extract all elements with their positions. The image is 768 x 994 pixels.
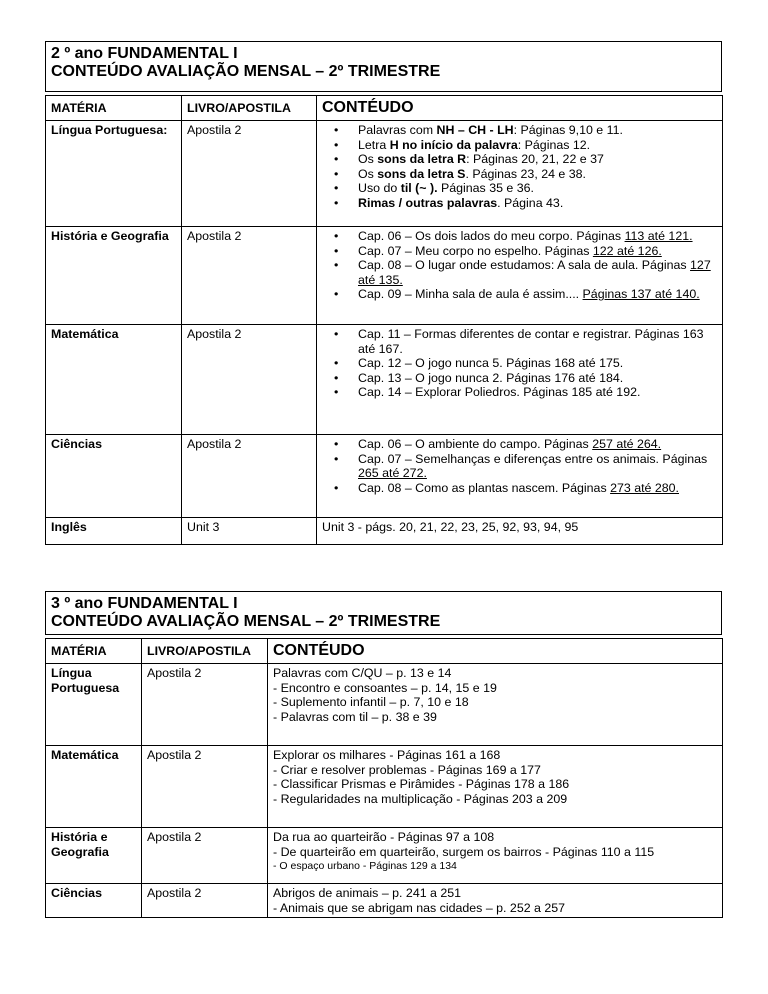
content-line: - Palavras com til – p. 38 e 39 <box>273 709 437 724</box>
book-cell: Unit 3 <box>182 518 317 545</box>
text-run: H no início da palavra <box>389 137 518 152</box>
content-line: Da rua ao quarteirão - Páginas 97 a 108 <box>273 830 495 844</box>
content-lines <box>273 830 717 859</box>
subject-cell: Inglês <box>46 518 182 545</box>
content-line: - Suplemento infantil – p. 7, 10 e 18 <box>273 695 469 709</box>
content-cell <box>317 325 723 435</box>
table-header-row <box>46 96 723 121</box>
content-cell <box>317 435 723 518</box>
text-run: Cap. 14 – Explorar Poliedros. Páginas 185 até 192. <box>358 385 641 399</box>
book-cell: Apostila 2 <box>142 746 268 828</box>
header-materia: MATÉRIA <box>46 639 142 664</box>
book-cell: Apostila 2 <box>142 828 268 884</box>
table-row <box>46 746 723 828</box>
text-run: 122 até 126. <box>592 243 662 258</box>
subject-cell: Ciências <box>46 884 142 918</box>
list-item <box>358 167 717 182</box>
table-row <box>46 325 723 435</box>
list-item <box>358 138 717 153</box>
list-item <box>358 481 717 496</box>
text-run: Rimas / outras palavras <box>358 195 498 210</box>
text-run: Cap. 08 – Como as plantas nascem. Páginas <box>358 480 611 495</box>
content-cell <box>268 746 723 828</box>
content-line: Explorar os milhares - Páginas 161 a 168 <box>273 748 501 762</box>
subject-cell: Matemática <box>46 746 142 828</box>
list-item <box>358 452 717 481</box>
text-run: Cap. 06 – O ambiente do campo. Páginas <box>358 437 593 451</box>
content-line: - Criar e resolver problemas - Páginas 169 a 177 <box>273 762 541 777</box>
header-livro: LIVRO/APOSTILA <box>142 639 268 664</box>
list-item <box>358 356 717 371</box>
text-run: Uso do <box>358 181 401 195</box>
subject-cell: Ciências <box>46 435 182 518</box>
content-list <box>322 123 717 210</box>
book-cell: Apostila 2 <box>182 121 317 227</box>
header-livro: LIVRO/APOSTILA <box>182 96 317 121</box>
table-row <box>46 227 723 325</box>
table-row <box>46 121 723 227</box>
content-line: - Classificar Prismas e Pirâmides - Páginas 178 a 186 <box>273 777 570 791</box>
list-item <box>358 196 717 211</box>
text-run: : Páginas 20, 21, 22 e 37 <box>466 152 604 166</box>
section-header <box>45 41 722 92</box>
content-list <box>322 327 717 400</box>
text-run: Cap. 12 – O jogo nunca 5. Páginas 168 até 175. <box>358 356 624 370</box>
content-lines <box>273 886 717 915</box>
content-cell <box>268 884 723 918</box>
section-subtitle: CONTEÚDO AVALIAÇÃO MENSAL – 2º TRIMESTRE <box>51 63 441 80</box>
text-run: . Página 43. <box>497 195 564 210</box>
subject-cell: Língua Portuguesa <box>46 664 142 746</box>
list-item <box>358 152 717 167</box>
header-conteudo: CONTÉUDO <box>268 639 723 664</box>
list-item <box>358 327 717 356</box>
text-run: Cap. 09 – Minha sala de aula é assim.... <box>358 287 583 301</box>
content-cell <box>317 121 723 227</box>
list-item <box>358 229 717 244</box>
subject-cell: História e Geografia <box>46 828 142 884</box>
book-cell: Apostila 2 <box>142 884 268 918</box>
table-row <box>46 518 723 545</box>
content-table <box>45 95 723 545</box>
list-item <box>358 181 717 196</box>
section-header <box>45 591 722 635</box>
text-run: Letra <box>358 137 390 152</box>
content-cell <box>317 227 723 325</box>
text-run: Páginas 137 até 140. <box>582 287 700 301</box>
table-row <box>46 664 723 746</box>
content-cell <box>268 828 723 884</box>
content-list <box>322 229 717 302</box>
text-run: 113 até 121. <box>624 229 693 243</box>
content-line: - Encontro e consoantes – p. 14, 15 e 19 <box>273 680 497 695</box>
content-cell <box>268 664 723 746</box>
text-run: Os <box>358 152 378 166</box>
text-run: 273 até 280. <box>610 480 679 495</box>
text-run: sons da letra R <box>377 152 467 166</box>
text-run: . Páginas 23, 24 e 38. <box>465 166 586 181</box>
text-run: : Páginas 12. <box>517 137 591 152</box>
book-cell: Apostila 2 <box>142 664 268 746</box>
header-materia: MATÉRIA <box>46 96 182 121</box>
subject-cell: Matemática <box>46 325 182 435</box>
table-row <box>46 435 723 518</box>
section-subtitle: CONTEÚDO AVALIAÇÃO MENSAL – 2º TRIMESTRE <box>51 613 441 630</box>
content-list <box>322 437 717 495</box>
list-item <box>358 123 717 138</box>
subject-cell: História e Geografia <box>46 227 182 325</box>
text-run: Cap. 07 – Meu corpo no espelho. Páginas <box>358 243 593 258</box>
text-run: Páginas 35 e 36. <box>437 181 534 195</box>
book-cell: Apostila 2 <box>182 227 317 325</box>
section-3-ano <box>45 591 722 918</box>
text-run: 265 até 272. <box>358 466 427 480</box>
table-row <box>46 828 723 884</box>
book-cell: Apostila 2 <box>182 435 317 518</box>
text-run: Os <box>358 166 378 181</box>
header-conteudo: CONTÉUDO <box>317 96 723 121</box>
list-item <box>358 371 717 386</box>
list-item <box>358 287 717 302</box>
list-item <box>358 437 717 452</box>
text-run: til (~ ). <box>400 181 438 195</box>
content-lines <box>273 748 717 806</box>
text-run: NH – CH - LH <box>436 123 514 137</box>
content-line: Palavras com C/QU – p. 13 e 14 <box>273 666 452 680</box>
content-small-line: - O espaço urbano - Páginas 129 a 134 <box>273 860 457 872</box>
list-item <box>358 385 717 400</box>
content-cell: Unit 3 - págs. 20, 21, 22, 23, 25, 92, 93, 94, 95 <box>317 518 723 545</box>
content-line: - Regularidades na multiplicação - Páginas 203 a 209 <box>273 791 568 806</box>
text-run: sons da letra S <box>377 166 466 181</box>
text-run: : Páginas 9,10 e 11. <box>513 123 623 137</box>
table-header-row <box>46 639 723 664</box>
content-line: Abrigos de animais – p. 241 a 251 <box>273 886 462 900</box>
section-grade-title: 2 º ano FUNDAMENTAL I <box>51 45 238 62</box>
list-item <box>358 244 717 259</box>
content-line: - Animais que se abrigam nas cidades – p. 252 a 257 <box>273 900 566 915</box>
text-run: Cap. 06 – Os dois lados do meu corpo. Páginas <box>358 229 625 243</box>
content-table <box>45 638 723 918</box>
text-run: Palavras com <box>358 123 437 137</box>
subject-cell: Língua Portuguesa: <box>46 121 182 227</box>
text-run: Cap. 08 – O lugar onde estudamos: A sala de aula. Páginas <box>358 258 691 272</box>
text-run: Cap. 13 – O jogo nunca 2. Páginas 176 até 184. <box>358 370 624 385</box>
section-2-ano <box>45 41 722 545</box>
content-line: - De quarteirão em quarteirão, surgem os bairros - Páginas 110 a 115 <box>273 844 655 859</box>
text-run: 127 até 135. <box>358 258 711 287</box>
text-run: Cap. 11 – Formas diferentes de contar e registrar. Páginas 163 até 167. <box>358 327 704 356</box>
table-row <box>46 884 723 918</box>
list-item <box>358 258 717 287</box>
text-run: 257 até 264. <box>592 437 662 451</box>
section-grade-title: 3 º ano FUNDAMENTAL I <box>51 595 238 612</box>
book-cell: Apostila 2 <box>182 325 317 435</box>
text-run: Cap. 07 – Semelhanças e diferenças entre os animais. Páginas <box>358 451 708 466</box>
content-lines <box>273 666 717 724</box>
